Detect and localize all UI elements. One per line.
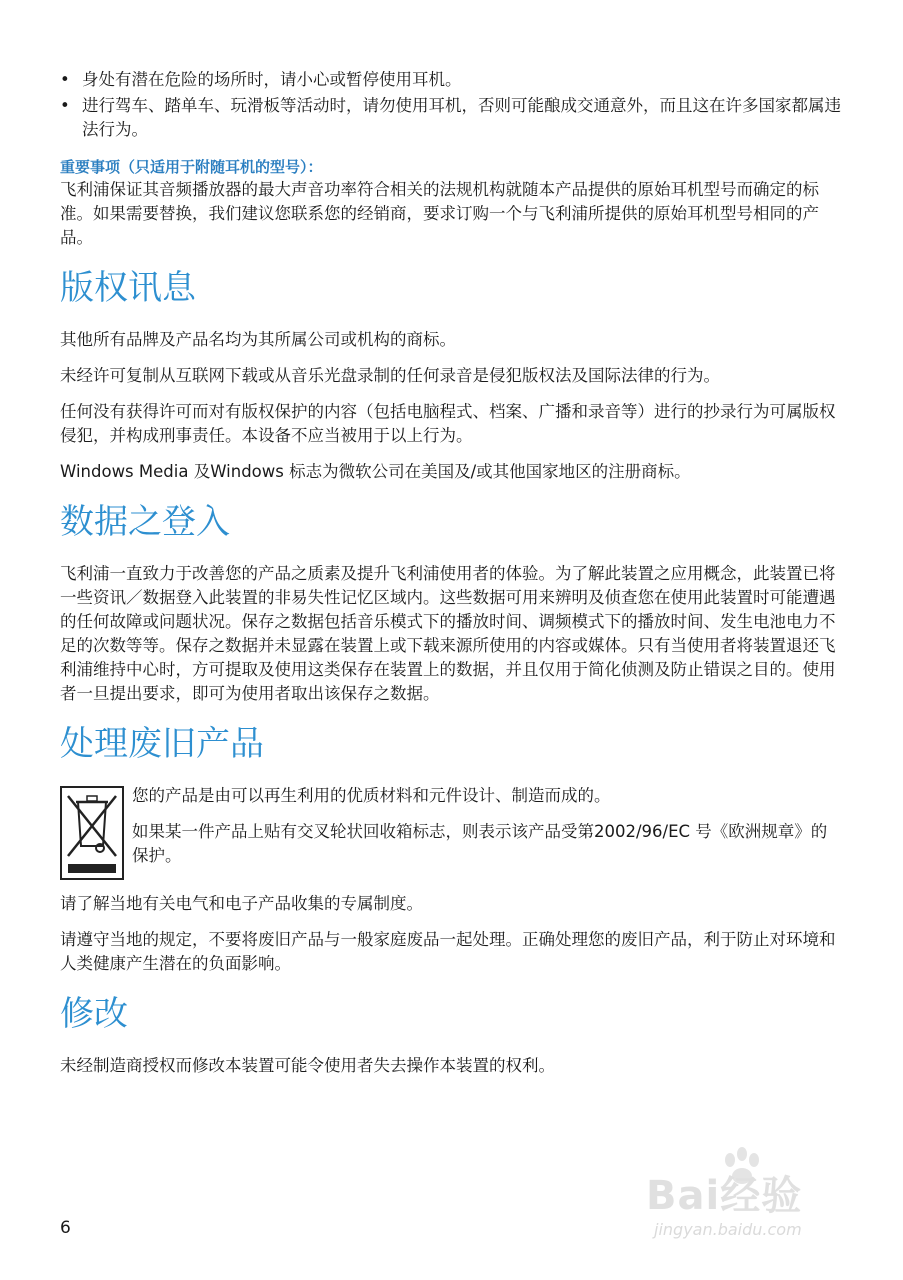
modifications-text: 未经制造商授权而修改本装置可能令使用者失去操作本装置的权利。: [60, 1056, 555, 1075]
watermark-url: jingyan.baidu.com: [654, 1220, 802, 1239]
disposal-p2: 如果某一件产品上贴有交叉轮状回收箱标志，则表示该产品受第2002/96/EC 号《欧洲规章》的保护。: [132, 822, 828, 865]
disposal-heading: 处理废旧产品: [60, 724, 264, 764]
copyright-p1: 其他所有品牌及产品名均为其所属公司或机构的商标。: [60, 330, 456, 349]
crossed-out-wheelie-bin-icon: [60, 786, 124, 880]
data-logging-heading: 数据之登入: [60, 502, 230, 542]
data-logging-text: 飞利浦一直致力于改善您的产品之质素及提升飞利浦使用者的体验。为了解此装置之应用概念，此装置已将一些资讯／数据登入此装置的非易失性记忆区域内。这些数据可用来辨明及侦查您在使用此装置时可能遭遇的任何故障或问题状况。保存之数据包括音乐模式下的播放时间、调频模式下的播放时间、发生电池电力不足的次数等等。保存之数据并未显露在装置上或下载来源所使用的内容或媒体。只有当使用者将装置退还飞利浦维持中心时，方可提取及使用这类保存在装置上的数据，并且仅用于简化侦测及防止错误之目的。使用者一旦提出要求，即可为使用者取出该保存之数据。: [60, 564, 836, 703]
bullet-item: • 进行驾车、踏单车、玩滑板等活动时，请勿使用耳机，否则可能酿成交通意外，而且这在许多国家都属违法行为。: [60, 94, 842, 142]
bullet-item: • 身处有潜在危险的场所时，请小心或暂停使用耳机。: [60, 68, 842, 92]
copyright-heading: 版权讯息: [60, 268, 196, 308]
copyright-p4: Windows Media 及Windows 标志为微软公司在美国及/或其他国家地区的注册商标。: [60, 462, 691, 481]
watermark-brand: Bai经验: [646, 1173, 803, 1219]
copyright-p2: 未经许可复制从互联网下载或从音乐光盘录制的任何录音是侵犯版权法及国际法律的行为。: [60, 366, 720, 385]
modifications-heading: 修改: [60, 994, 128, 1034]
copyright-p3: 任何没有获得许可而对有版权保护的内容（包括电脑程式、档案、广播和录音等）进行的抄录行为可属版权侵犯，并构成刑事责任。本设备不应当被用于以上行为。: [60, 402, 836, 445]
baidu-watermark: [640, 1146, 850, 1256]
safety-bullet-list: [60, 68, 842, 142]
important-text: 飞利浦保证其音频播放器的最大声音功率符合相关的法规机构就随本产品提供的原始耳机型号而确定的标准。如果需要替换，我们建议您联系您的经销商，要求订购一个与飞利浦所提供的原始耳机型号相同的产品。: [60, 180, 819, 247]
disposal-icon-row: [60, 784, 842, 880]
disposal-p1: 您的产品是由可以再生利用的优质材料和元件设计、制造而成的。: [132, 786, 611, 805]
disposal-p3: 请了解当地有关电气和电子产品收集的专属制度。: [60, 894, 423, 913]
important-heading: 重要事项（只适用于附随耳机的型号）：: [60, 158, 323, 176]
document-page: [60, 68, 842, 1078]
disposal-p4: 请遵守当地的规定，不要将废旧产品与一般家庭废品一起处理。正确处理您的废旧产品，利于防止对环境和人类健康产生潜在的负面影响。: [60, 930, 836, 973]
page-number: 6: [60, 1218, 71, 1238]
